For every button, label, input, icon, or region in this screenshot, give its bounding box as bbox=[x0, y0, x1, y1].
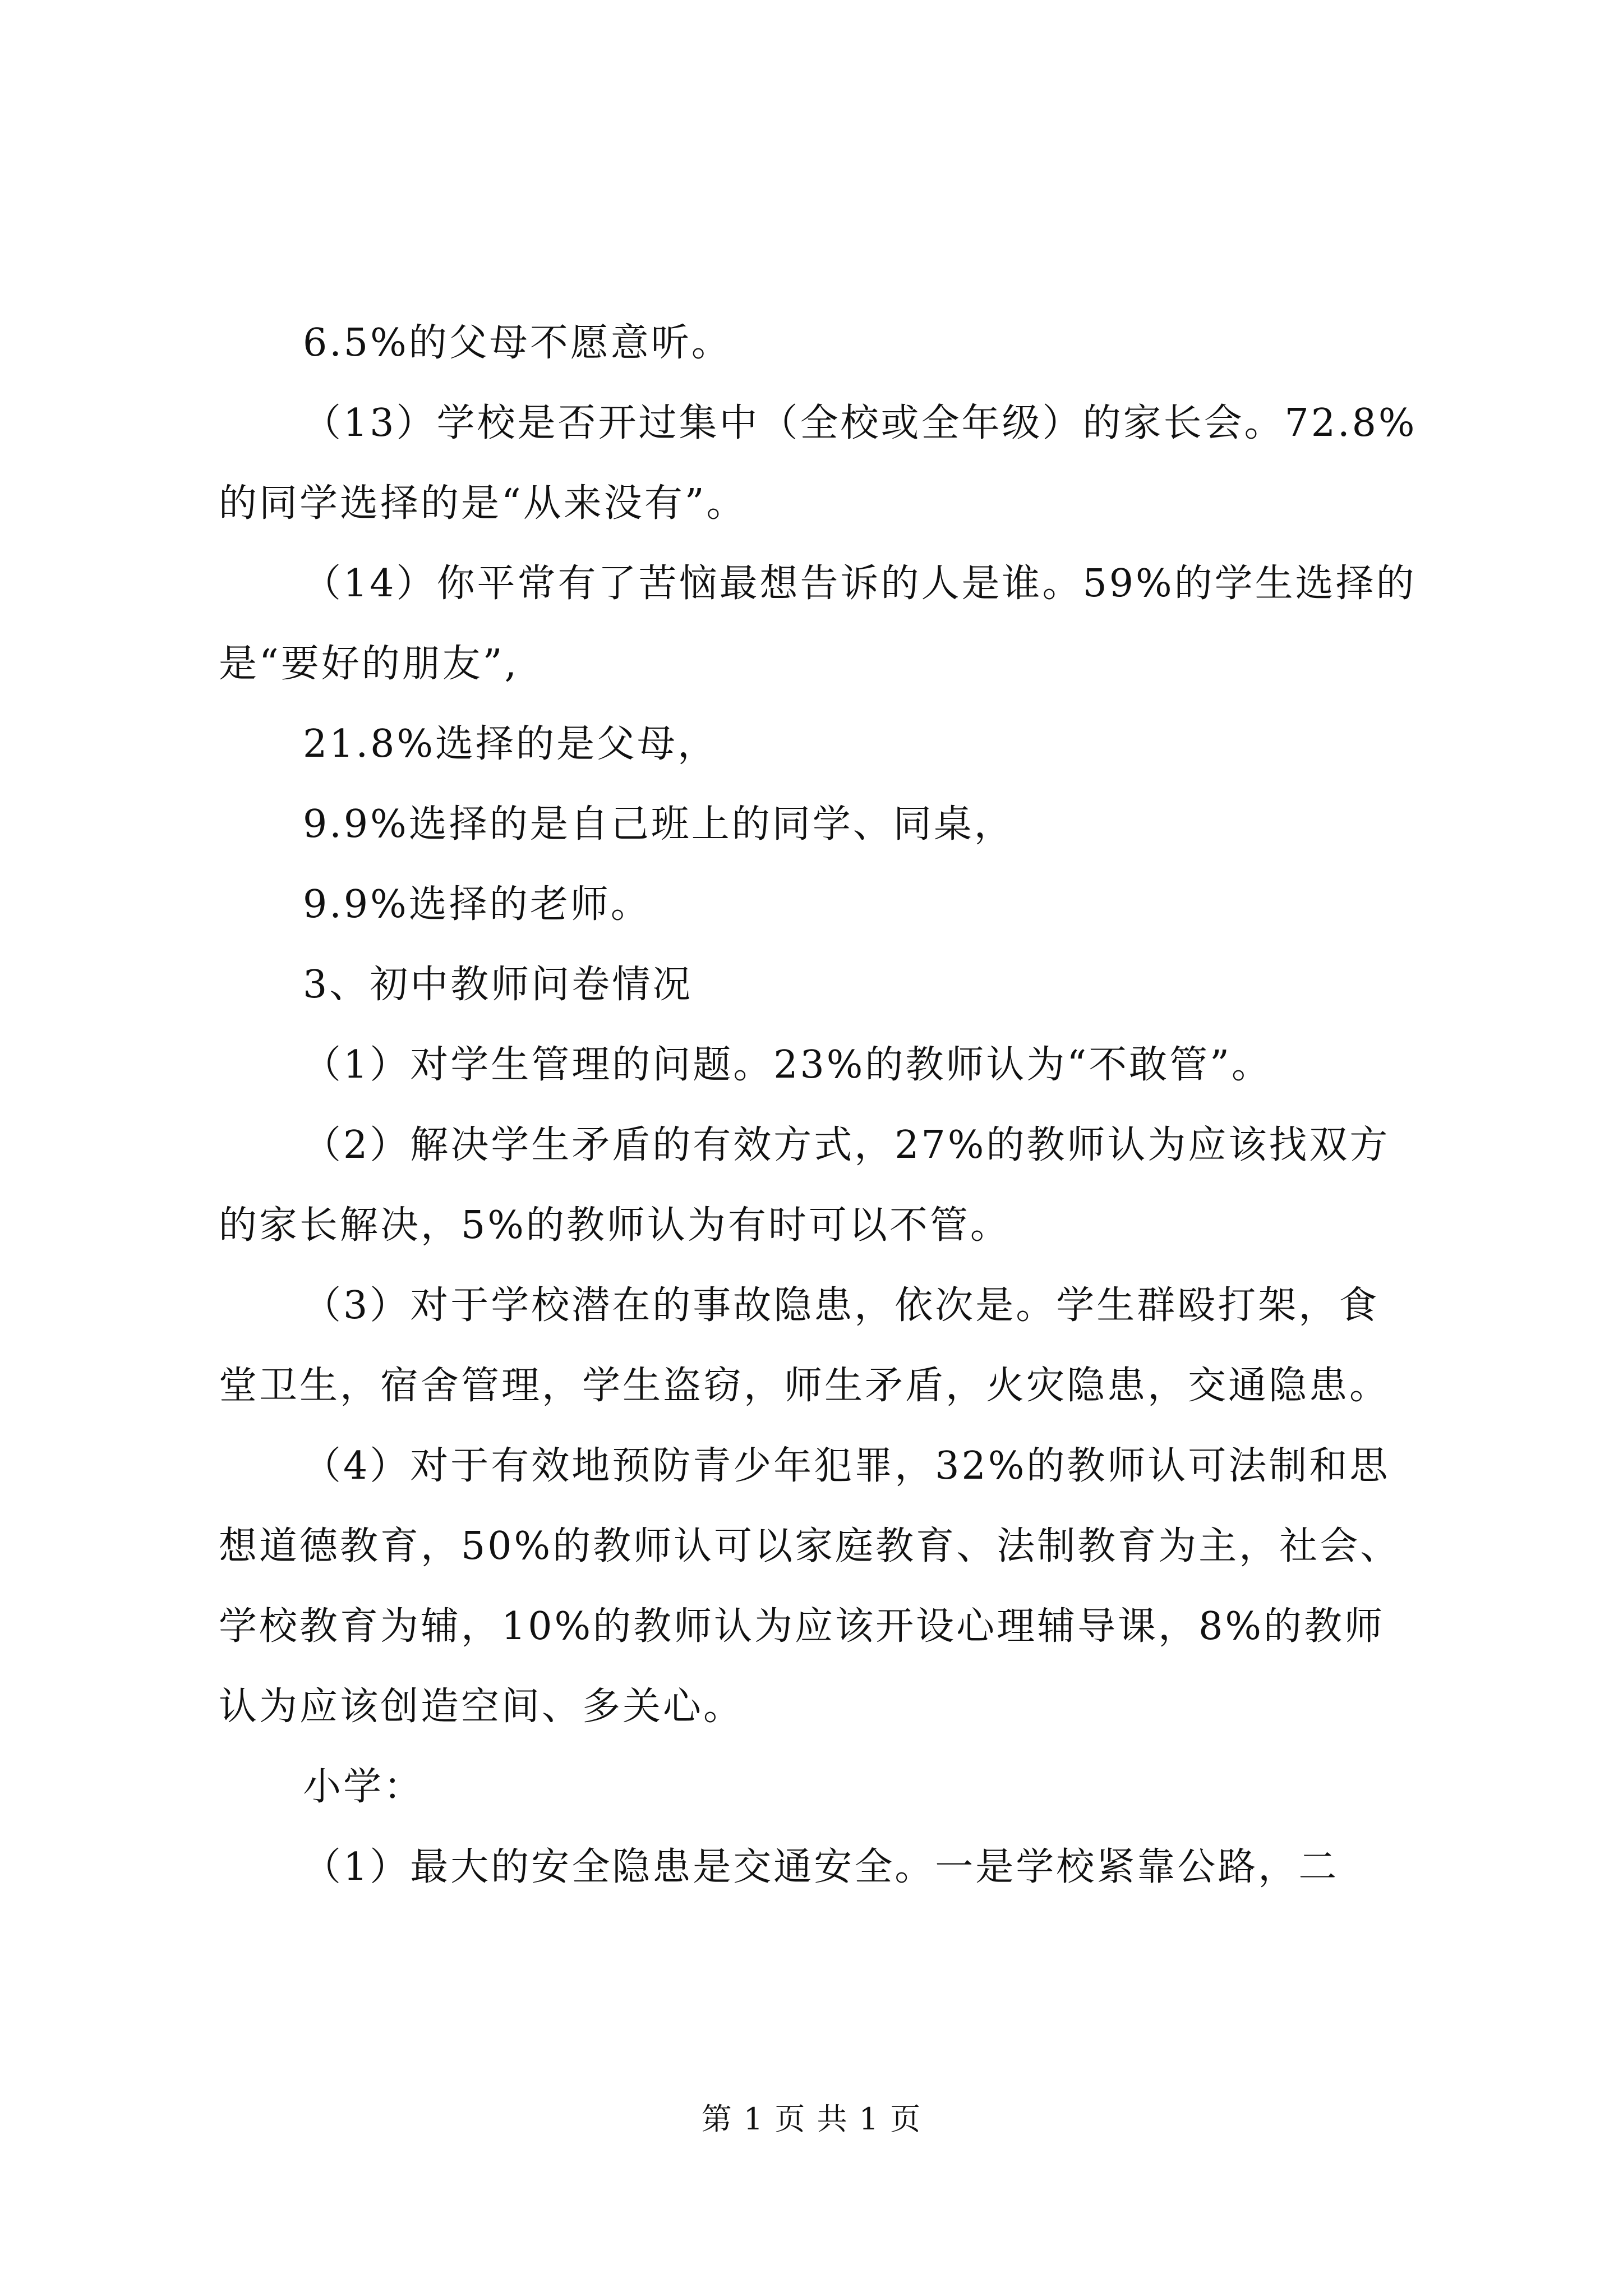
paragraph-choice-parents: 21.8%选择的是父母， bbox=[303, 722, 718, 766]
paragraph-primary-item-1: （1）最大的安全隐患是交通安全。一是学校紧靠公路，二 bbox=[303, 1845, 1339, 1889]
paragraph-parents-unwilling: 6.5%的父母不愿意听。 bbox=[303, 321, 732, 365]
paragraph-teacher-item-4: （4）对于有效地预防青少年犯罪，32%的教师认可法制和思想道德教育，50%的教师认可以家庭教育、法制教育为主，社会、学校教育为辅，10%的教师认为应该开设心理辅导课，8%的教师认为应该创造空间、多关心。 bbox=[219, 1444, 1401, 1729]
paragraph-item-13: （13）学校是否开过集中（全校或全年级）的家长会。72.8%的同学选择的是“从来没有”。 bbox=[219, 401, 1417, 526]
section-heading-primary-school: 小学： bbox=[303, 1765, 425, 1809]
section-heading-teacher-survey: 3、初中教师问卷情况 bbox=[303, 963, 693, 1007]
paragraph-teacher-item-3: （3）对于学校潜在的事故隐患，依次是。学生群殴打架，食堂卫生，宿舍管理，学生盗窃，师生矛盾，火灾隐患，交通隐患。 bbox=[219, 1283, 1390, 1408]
document-body bbox=[219, 303, 1419, 1907]
page-footer: 第 1 页 共 1 页 bbox=[701, 2101, 922, 2137]
paragraph-choice-teachers: 9.9%选择的老师。 bbox=[303, 882, 651, 927]
paragraph-item-14: （14）你平常有了苦恼最想告诉的人是谁。59%的学生选择的是“要好的朋友”, bbox=[219, 562, 1417, 686]
paragraph-teacher-item-1: （1）对学生管理的问题。23%的教师认为“不敢管”。 bbox=[303, 1043, 1272, 1087]
paragraph-choice-classmates: 9.9%选择的是自己班上的同学、同桌， bbox=[303, 802, 1015, 846]
paragraph-teacher-item-2: （2）解决学生矛盾的有效方式，27%的教师认为应该找双方的家长解决，5%的教师认为有时可以不管。 bbox=[219, 1123, 1390, 1248]
